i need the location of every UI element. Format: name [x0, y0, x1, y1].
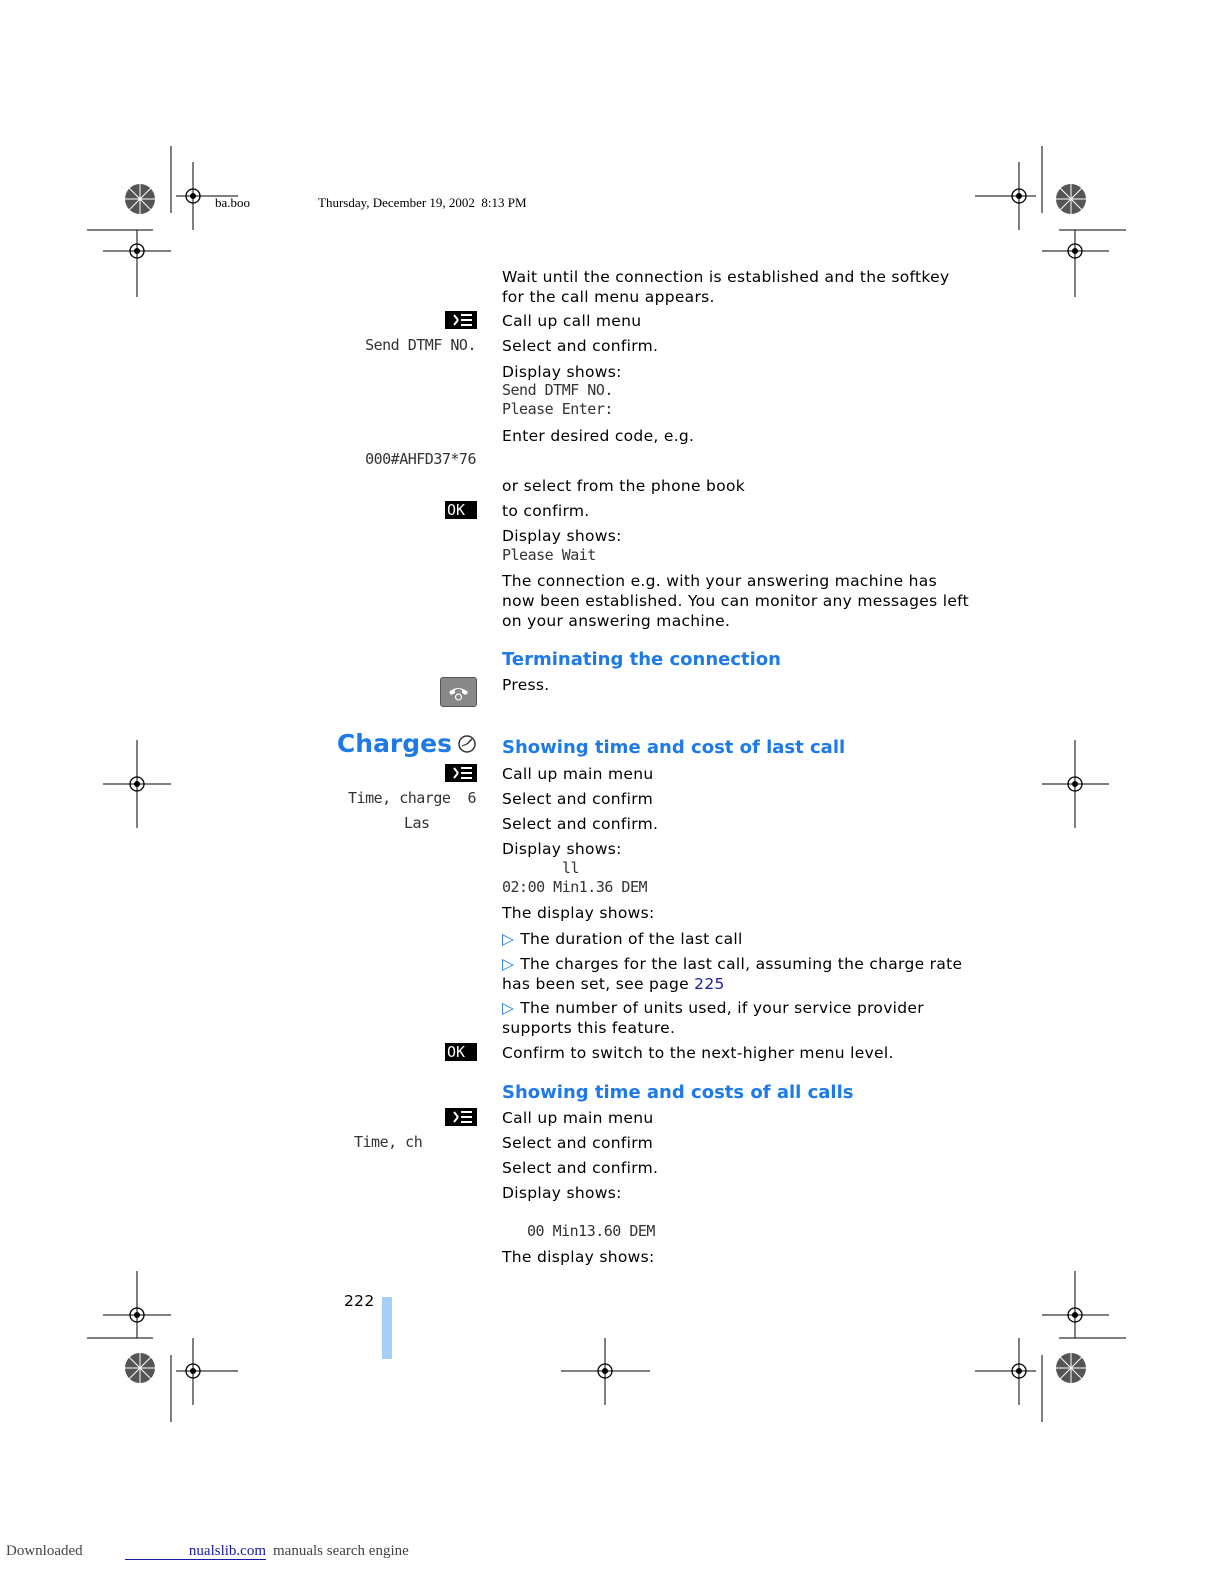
select-confirm-text-4: Select and confirm.: [502, 1159, 659, 1177]
charges-title: Charges: [336, 729, 452, 758]
menu-key-icon: [445, 311, 477, 329]
bullet-triangle-icon: ▷: [502, 999, 515, 1017]
ok-key-icon: OK: [445, 501, 477, 519]
to-confirm-text: to confirm.: [502, 502, 590, 520]
call-main-menu-text-2: Call up main menu: [502, 1109, 654, 1127]
display-shows-label-4: Display shows:: [502, 1184, 622, 1202]
page-number: 222: [344, 1292, 375, 1310]
select-confirm-text: Select and confirm: [502, 790, 654, 808]
footer-downloaded: Downloaded: [6, 1543, 83, 1559]
menu-key-icon: [445, 764, 477, 782]
select-confirm-text-3: Select and confirm: [502, 1134, 654, 1152]
page-tab-bar: [382, 1297, 392, 1359]
confirm-next-text: Confirm to switch to the next-higher menu level.: [502, 1044, 894, 1062]
bullet-triangle-icon: ▷: [502, 930, 515, 948]
list-item: ▷ The number of units used, if your service provider supports this feature.: [502, 999, 924, 1037]
connection-text: The connection e.g. with your answering machine has now been established. You can monitor any messages left on your answering machine.: [502, 572, 970, 630]
press-text: Press.: [502, 676, 550, 694]
display-shows-label-3: Display shows:: [502, 840, 622, 858]
ok-key-icon: OK: [445, 1043, 477, 1061]
display-please-wait: Please Wait: [502, 546, 596, 564]
or-select-text: or select from the phone book: [502, 477, 746, 495]
call-menu-text: Call up call menu: [502, 312, 642, 330]
bullet-triangle-icon: ▷: [502, 955, 515, 973]
page-link[interactable]: 225: [694, 975, 725, 993]
header-filename: ba.boo: [215, 195, 251, 210]
terminating-heading: Terminating the connection: [502, 649, 781, 670]
all-calls-heading: Showing time and costs of all calls: [502, 1082, 854, 1103]
display-last-call-value: 02:00 Min1.36 DEM: [502, 878, 648, 896]
lcd-send-dtmf: Send DTMF NO.: [365, 336, 476, 354]
display-shows-label: Display shows:: [502, 363, 622, 381]
display-shows-label-2: Display shows:: [502, 527, 622, 545]
display-all-calls-value: 00 Min13.60 DEM: [527, 1222, 655, 1240]
call-main-menu-text: Call up main menu: [502, 765, 654, 783]
menu-key-icon: [445, 1108, 477, 1126]
footer-site-link[interactable]: nualslib.com: [125, 1543, 266, 1560]
lcd-las: Las: [404, 814, 430, 832]
list-item: ▷ The charges for the last call, assuming the charge rate has been set, see page 225: [502, 955, 963, 993]
display-line-1: Send DTMF NO.: [502, 381, 613, 399]
enter-code-text: Enter desired code, e.g.: [502, 427, 695, 445]
the-display-shows-label-2: The display shows:: [502, 1248, 655, 1266]
lcd-time-charge: Time, charge 6: [348, 789, 476, 807]
lcd-code-example: 000#AHFD37*76: [365, 450, 476, 468]
select-confirm-text: Select and confirm.: [502, 337, 659, 355]
footer-tagline: manuals search engine: [273, 1543, 409, 1559]
select-confirm-text-2: Select and confirm.: [502, 815, 659, 833]
charges-clock-icon: [457, 733, 477, 758]
display-line-2: Please Enter:: [502, 400, 613, 418]
header-date: Thursday, December 19, 2002 8:13 PM: [318, 195, 527, 210]
last-call-heading: Showing time and cost of last call: [502, 737, 846, 758]
display-ll: ll: [562, 859, 580, 877]
lcd-time-ch: Time, ch: [354, 1133, 423, 1151]
the-display-shows-label: The display shows:: [502, 904, 655, 922]
end-call-key-icon: [440, 677, 477, 707]
intro-text: Wait until the connection is established and the softkey for the call menu appears.: [502, 268, 950, 306]
list-item: ▷ The duration of the last call: [502, 930, 743, 948]
